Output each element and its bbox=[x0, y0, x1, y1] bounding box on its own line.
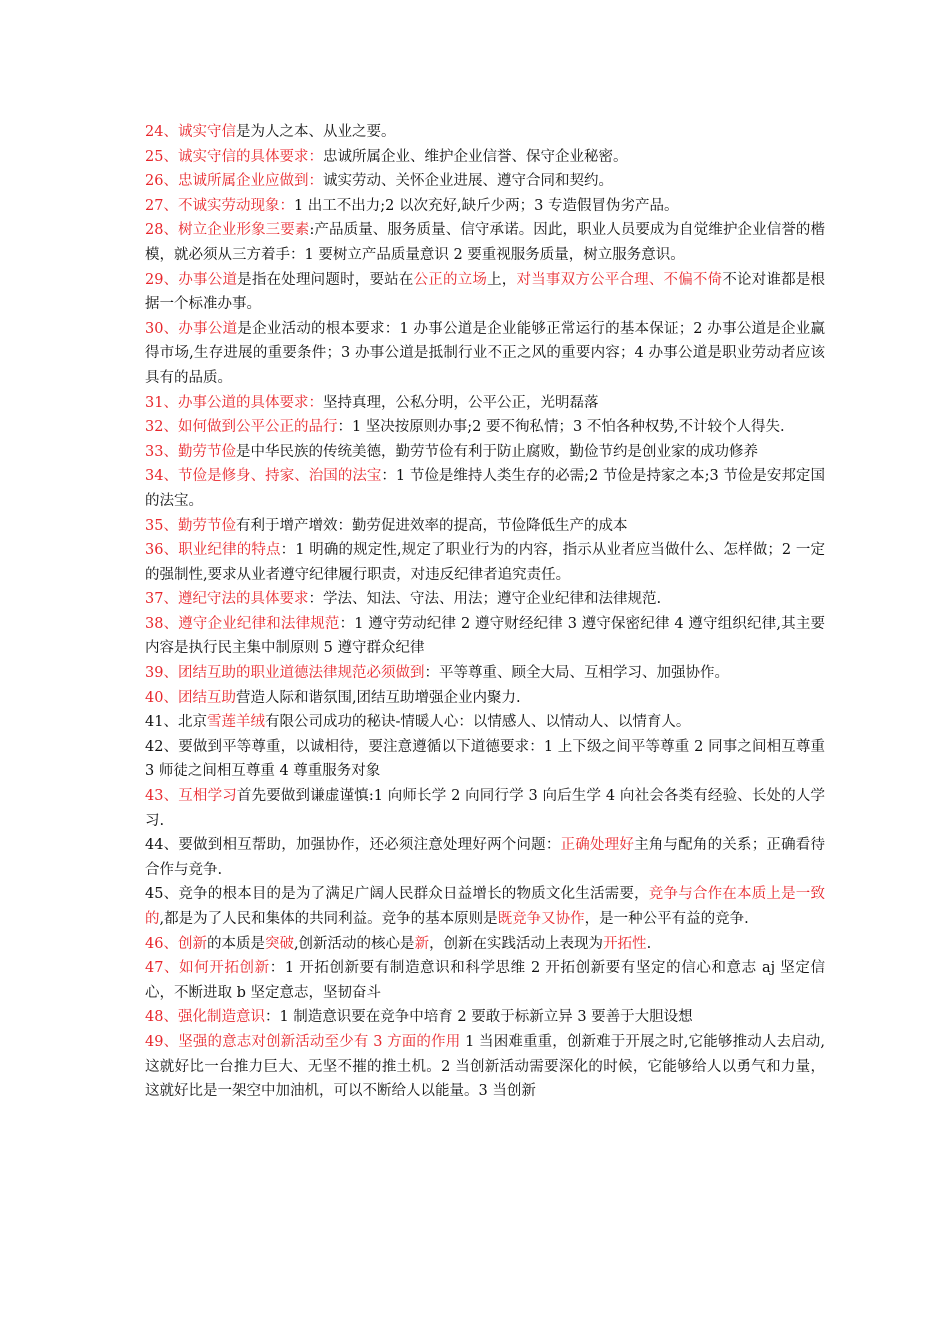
highlighted-text: 37、遵纪守法的具体要求 bbox=[145, 591, 309, 608]
highlighted-text: 48、强化制造意识 bbox=[145, 1009, 265, 1026]
paragraph bbox=[145, 464, 825, 513]
body-text: 上， bbox=[487, 271, 517, 288]
highlighted-text: 34、节俭是修身、持家、治国的法宝 bbox=[145, 468, 382, 485]
highlighted-text: 30、办事公道 bbox=[145, 320, 238, 337]
paragraph bbox=[145, 391, 825, 416]
highlighted-text: 新 bbox=[414, 935, 430, 952]
body-text: 41、北京 bbox=[145, 714, 207, 731]
highlighted-text: 对当事双方公平合理、不偏不倚 bbox=[516, 271, 723, 288]
highlighted-text: 40、团结互助 bbox=[145, 689, 236, 706]
highlighted-text: 36、职业纪律的特点 bbox=[145, 542, 281, 559]
body-text: ：1 节俭是维持人类生存的必需;2 节俭是持家之本;3 节俭是安邦定国的法宝。 bbox=[145, 468, 825, 509]
body-text: 主角与配角的关系；正确看待合作与竞争. bbox=[145, 837, 826, 878]
paragraph bbox=[145, 218, 825, 267]
paragraph bbox=[145, 194, 825, 219]
paragraph bbox=[145, 710, 825, 735]
highlighted-text: 正确处理好 bbox=[560, 837, 635, 854]
highlighted-text: 49、坚强的意志对创新活动至少有 3 方面的作用 bbox=[145, 1033, 461, 1050]
highlighted-text: 33、勤劳节俭 bbox=[145, 443, 236, 460]
highlighted-text: 43、互相学习 bbox=[145, 788, 237, 805]
body-text: 有限公司成功的秘诀-情暖人心：以情感人、以情动人、以情育人。 bbox=[264, 714, 691, 731]
body-text: 不论对谁都是根据一个标准办事。 bbox=[145, 271, 826, 313]
paragraph bbox=[145, 120, 825, 145]
body-text: 是为人之本、从业之要。 bbox=[235, 124, 396, 140]
highlighted-text: 28、树立企业形象三要素 bbox=[145, 222, 310, 239]
paragraph bbox=[145, 538, 825, 587]
paragraph bbox=[145, 1005, 825, 1030]
highlighted-text: 46、创新 bbox=[145, 935, 207, 952]
body-text: 1 当困难重重，创新难于开展之时,它能够推动人去启动,这就好比一台推力巨大、无坚不摧的推土机。2 当创新活动需要深化的时候，它能够给人以勇气和力量，这就好比是一架空中加油机，可以不断给人以能量。3 当创新 bbox=[145, 1033, 825, 1100]
paragraph bbox=[145, 882, 825, 931]
paragraph bbox=[145, 833, 825, 882]
body-text: ：1 遵守劳动纪律 2 遵守财经纪律 3 遵守保密纪律 4 遵守组织纪律,其主要内容是执行民主集中制原则 5 遵守群众纪律 bbox=[145, 615, 825, 657]
body-text: ：1 开拓创新要有制造意识和科学思维 2 开拓创新要有坚定的信心和意志 aj 坚定信心，不断进取 b 坚定意志，坚韧奋斗 bbox=[145, 960, 825, 1001]
paragraph bbox=[145, 169, 825, 194]
paragraph bbox=[145, 956, 825, 1005]
paragraph bbox=[145, 784, 825, 833]
highlighted-text: 25、诚实守信的具体要求： bbox=[145, 148, 323, 165]
body-text: 1 出工不出力;2 以次充好,缺斤少两；3 专造假冒伪劣产品。 bbox=[293, 197, 679, 214]
paragraph bbox=[145, 268, 825, 317]
body-text: 是中华民族的传统美德，勤劳节俭有利于防止腐败，勤俭节约是创业家的成功修养 bbox=[235, 443, 758, 460]
highlighted-text: 雪莲羊绒 bbox=[206, 714, 265, 731]
paragraph bbox=[145, 415, 825, 440]
body-text: 44、要做到相互帮助，加强协作，还必须注意处理好两个问题： bbox=[145, 837, 561, 854]
body-text: ,都是为了人民和集体的共同利益。竞争的基本原则是 bbox=[159, 911, 498, 927]
body-text: 坚持真理，公私分明，公平公正，光明磊落 bbox=[322, 394, 599, 411]
paragraph bbox=[145, 514, 825, 539]
highlighted-text: 38、遵守企业纪律和法律规范 bbox=[145, 615, 340, 632]
highlighted-text: 开拓性 bbox=[603, 935, 647, 952]
highlighted-text: 27、不诚实劳动现象： bbox=[145, 197, 294, 214]
paragraph bbox=[145, 317, 825, 391]
body-text: 45、竞争的根本目的是为了满足广阔人民群众日益增长的物质文化生活需要， bbox=[145, 886, 649, 903]
body-text: 有利于增产增效：勤劳促进效率的提高，节俭降低生产的成本 bbox=[235, 517, 628, 534]
body-text: :产品质量、服务质量、信守承诺。因此，职业人员要成为自觉维护企业信誉的楷模，就必须从三方着手：1 要树立产品质量意识 2 要重视服务质量，树立服务意识。 bbox=[145, 222, 825, 263]
body-text: 营造人际和谐氛围,团结互助增强企业内聚力. bbox=[235, 689, 521, 706]
body-text: ,创新活动的核心是 bbox=[293, 935, 415, 952]
body-text: 忠诚所属企业、维护企业信誉、保守企业秘密。 bbox=[322, 148, 628, 165]
highlighted-text: 竞争与合作在本质上是一致的 bbox=[145, 886, 826, 927]
highlighted-text: 47、如何开拓创新 bbox=[145, 960, 270, 977]
paragraph bbox=[145, 145, 825, 170]
highlighted-text: 32、如何做到公平公正的品行 bbox=[145, 419, 338, 436]
paragraph bbox=[145, 1030, 825, 1104]
highlighted-text: 29、办事公道 bbox=[145, 271, 238, 288]
highlighted-text: 既竞争又协作 bbox=[497, 911, 585, 927]
body-text: 42、要做到平等尊重，以诚相待，要注意遵循以下道德要求：1 上下级之间平等尊重 2 同事之间相互尊重 3 师徒之间相互尊重 4 尊重服务对象 bbox=[145, 738, 825, 780]
paragraph bbox=[145, 612, 825, 661]
body-text: ：1 制造意识要在竞争中培育 2 要敢于标新立异 3 要善于大胆设想 bbox=[264, 1009, 693, 1026]
highlighted-text: 公正的立场 bbox=[413, 271, 488, 288]
paragraph bbox=[145, 686, 825, 711]
body-text: 是企业活动的根本要求：1 办事公道是企业能够正常运行的基本保证；2 办事公道是企业赢得市场,生存进展的重要条件；3 办事公道是抵制行业不正之风的重要内容；4 办事公道是职业劳动者应该具有的品质。 bbox=[145, 320, 826, 386]
body-text: ：1 明确的规定性,规定了职业行为的内容，指示从业者应当做什么、怎样做；2 一定的强制性,要求从业者遵守纪律履行职责，对违反纪律者追究责任。 bbox=[145, 542, 825, 583]
paragraph bbox=[145, 661, 825, 686]
body-text: 的本质是 bbox=[206, 935, 265, 952]
body-text: . bbox=[646, 935, 652, 952]
body-text: 是指在处理问题时，要站在 bbox=[237, 271, 414, 288]
body-text: ，是一种公平有益的竞争. bbox=[584, 911, 749, 927]
highlighted-text: 31、办事公道的具体要求： bbox=[145, 394, 323, 411]
body-text: 诚实劳动、关怀企业进展、遵守合同和契约。 bbox=[322, 173, 613, 190]
highlighted-text: 35、勤劳节俭 bbox=[145, 517, 236, 534]
body-text: ：1 坚决按原则办事;2 要不徇私情；3 不怕各种权势,不计较个人得失. bbox=[337, 419, 785, 436]
body-text: ：平等尊重、顾全大局、互相学习、加强协作。 bbox=[424, 665, 729, 682]
body-text: 首先要做到谦虚谨慎:1 向师长学 2 向同行学 3 向后生学 4 向社会各类有经验、长处的人学习. bbox=[145, 788, 825, 829]
paragraph bbox=[145, 440, 825, 465]
paragraph bbox=[145, 735, 825, 784]
paragraph bbox=[145, 932, 825, 957]
document-page bbox=[145, 120, 825, 1104]
body-text: ：学法、知法、守法、用法；遵守企业纪律和法律规范. bbox=[308, 591, 662, 608]
highlighted-text: 突破 bbox=[264, 935, 294, 952]
paragraph bbox=[145, 587, 825, 612]
highlighted-text: 39、团结互助的职业道德法律规范必须做到 bbox=[145, 665, 425, 682]
body-text: ，创新在实践活动上表现为 bbox=[429, 935, 604, 952]
highlighted-text: 26、忠诚所属企业应做到： bbox=[145, 173, 323, 190]
highlighted-text: 24、诚实守信 bbox=[145, 124, 236, 140]
